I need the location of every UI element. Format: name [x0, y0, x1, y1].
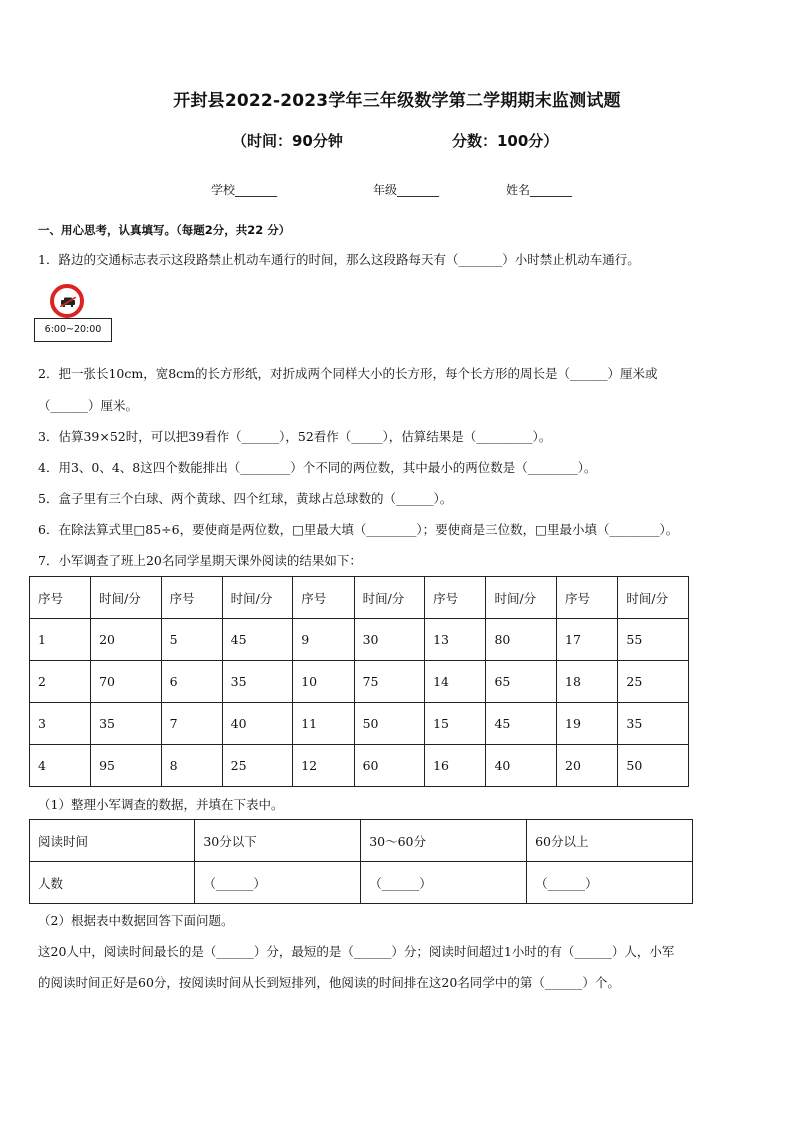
- table-cell: 18: [557, 661, 618, 703]
- question-2-cont: （______）厘米。: [38, 398, 139, 413]
- table-header-cell: 时间/分: [222, 577, 293, 619]
- question-7-text-2: 的阅读时间正好是60分，按阅读时间从长到短排列，他阅读的时间排在这20名同学中的第（______）个。: [38, 975, 620, 990]
- table-cell: 11: [293, 703, 354, 745]
- table-header-cell: 60分以上: [527, 820, 693, 862]
- table-row: [30, 862, 693, 904]
- section-heading: 一、用心思考，认真填写。（每题2分，共22 分）: [38, 223, 291, 237]
- table-cell: 75: [354, 661, 425, 703]
- table-row: [30, 619, 689, 661]
- table-header-cell: 序号: [30, 577, 91, 619]
- page-title: 开封县2022-2023学年三年级数学第二学期期末监测试题: [173, 91, 621, 111]
- answer-blank: （______）: [195, 862, 361, 904]
- table-cell: 45: [222, 619, 293, 661]
- table-cell: 12: [293, 745, 354, 787]
- table-header-cell: 序号: [293, 577, 354, 619]
- table-header-cell: 阅读时间: [30, 820, 195, 862]
- table-cell: 30: [354, 619, 425, 661]
- grade-field: 年级_______: [373, 183, 440, 197]
- table-cell: 16: [425, 745, 486, 787]
- table-header-cell: 时间/分: [354, 577, 425, 619]
- table-cell: 2: [30, 661, 91, 703]
- table-row: [30, 661, 689, 703]
- table-cell: 25: [222, 745, 293, 787]
- exam-time: （时间：90分钟: [232, 132, 343, 150]
- table-cell: 45: [486, 703, 557, 745]
- table-cell: 50: [354, 703, 425, 745]
- question-7: 7．小军调查了班上20名同学星期天课外阅读的结果如下：: [38, 553, 362, 568]
- table-cell: 25: [618, 661, 689, 703]
- table-cell: 13: [425, 619, 486, 661]
- table-cell: 人数: [30, 862, 195, 904]
- table-cell: 17: [557, 619, 618, 661]
- table-cell: 55: [618, 619, 689, 661]
- table-cell: 9: [293, 619, 354, 661]
- table-cell: 40: [222, 703, 293, 745]
- table-cell: 95: [91, 745, 162, 787]
- reading-data-table: [29, 576, 689, 787]
- exam-score: 分数：100分）: [452, 132, 559, 150]
- name-field: 姓名_______: [506, 183, 573, 197]
- question-1: 1．路边的交通标志表示这段路禁止机动车通行的时间，那么这段路每天有（_______）小时禁止机动车通行。: [38, 252, 640, 267]
- table-cell: 15: [425, 703, 486, 745]
- question-7-part-2: （2）根据表中数据回答下面问题。: [38, 913, 234, 928]
- no-vehicle-icon: [50, 284, 84, 318]
- table-cell: 60: [354, 745, 425, 787]
- table-header-cell: 30～60分: [361, 820, 527, 862]
- table-cell: 20: [557, 745, 618, 787]
- table-header-cell: 序号: [557, 577, 618, 619]
- table-header-cell: 时间/分: [486, 577, 557, 619]
- school-field: 学校_______: [211, 183, 278, 197]
- question-4: 4．用3、0、4、8这四个数能排出（________）个不同的两位数，其中最小的两位数是（________）。: [38, 460, 597, 475]
- question-7-text-1: 这20人中，阅读时间最长的是（______）分，最短的是（______）分；阅读时间超过1小时的有（______）人，小军: [38, 944, 675, 959]
- sign-time-label: 6:00~20:00: [34, 318, 112, 342]
- table-cell: 40: [486, 745, 557, 787]
- table-header-cell: 时间/分: [618, 577, 689, 619]
- table-row: [30, 745, 689, 787]
- table-header-row: [30, 820, 693, 862]
- table-cell: 1: [30, 619, 91, 661]
- question-7-part-1: （1）整理小军调查的数据，并填在下表中。: [38, 797, 284, 812]
- table-header-cell: 时间/分: [91, 577, 162, 619]
- table-cell: 10: [293, 661, 354, 703]
- table-cell: 3: [30, 703, 91, 745]
- table-cell: 19: [557, 703, 618, 745]
- table-cell: 20: [91, 619, 162, 661]
- question-5: 5．盒子里有三个白球、两个黄球、四个红球，黄球占总球数的（______）。: [38, 491, 453, 506]
- table-cell: 50: [618, 745, 689, 787]
- table-row: [30, 703, 689, 745]
- question-6: 6．在除法算式里□85÷6，要使商是两位数，□里最大填（________）；要使商是三位数，□里最小填（________）。: [38, 522, 679, 537]
- table-cell: 80: [486, 619, 557, 661]
- table-cell: 14: [425, 661, 486, 703]
- table-cell: 35: [618, 703, 689, 745]
- table-cell: 4: [30, 745, 91, 787]
- question-3: 3．估算39×52时，可以把39看作（______），52看作（_____），估算结果是（_________）。: [38, 429, 552, 444]
- table-header-row: [30, 577, 689, 619]
- table-cell: 7: [161, 703, 222, 745]
- table-cell: 8: [161, 745, 222, 787]
- table-cell: 35: [91, 703, 162, 745]
- summary-table: [29, 819, 693, 904]
- table-header-cell: 序号: [161, 577, 222, 619]
- table-header-cell: 序号: [425, 577, 486, 619]
- table-cell: 5: [161, 619, 222, 661]
- traffic-sign: [34, 284, 112, 344]
- table-cell: 35: [222, 661, 293, 703]
- table-cell: 70: [91, 661, 162, 703]
- question-2: 2．把一张长10cm，宽8cm的长方形纸，对折成两个同样大小的长方形，每个长方形的周长是（______）厘米或: [38, 366, 658, 381]
- table-cell: 6: [161, 661, 222, 703]
- table-header-cell: 30分以下: [195, 820, 361, 862]
- answer-blank: （______）: [527, 862, 693, 904]
- car-icon: [60, 297, 76, 307]
- answer-blank: （______）: [361, 862, 527, 904]
- table-cell: 65: [486, 661, 557, 703]
